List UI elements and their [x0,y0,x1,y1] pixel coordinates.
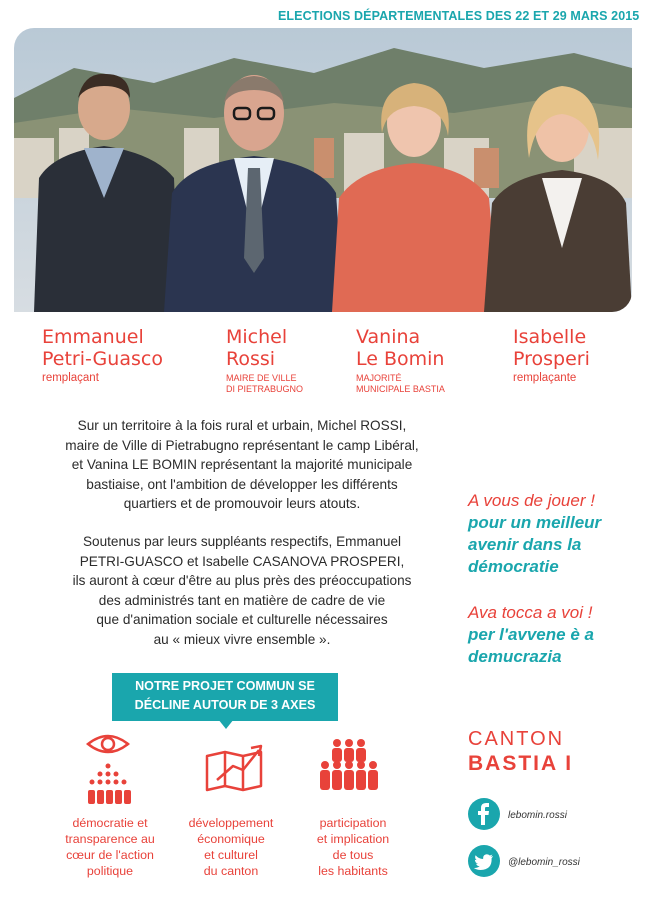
slogan-line: demucrazia [468,647,562,666]
axis-line: démocratie et [72,816,148,830]
candidate-role: remplaçante [513,372,577,384]
slogan-line: pour un meilleur [468,513,602,532]
axis-line: économique [197,832,265,846]
facebook-handle[interactable]: lebomin.rossi [508,810,567,821]
twitter-icon[interactable] [468,845,500,877]
canton-label: CANTON [468,728,565,750]
paragraph-line: que d'animation sociale et culturelle nécessaires [96,612,388,627]
axis-participation-label [298,815,408,879]
candidate-role-line1: MAIRE DE VILLE [226,373,297,383]
axis-line: transparence au [65,832,155,846]
axis-line: cœur de l'action [66,848,154,862]
candidate-name-line1: Michel [226,326,288,348]
axis-line: politique [86,864,134,878]
facebook-icon[interactable] [468,798,500,830]
paragraph-line: au « mieux vivre ensemble ». [153,631,331,647]
paragraph-intro [42,416,442,514]
paragraph-line: ils auront à cœur d'être au plus près des préoccupations [72,573,412,588]
candidate-name-line1: Emmanuel [42,326,144,348]
candidate-role-line2: MUNICIPALE BASTIA [356,384,445,394]
candidate-role-line2: DI PIETRABUGNO [226,384,304,394]
candidate-isabelle [513,326,590,384]
axis-line: du canton [203,864,259,878]
candidate-name-line2: Le Bomin [356,348,445,370]
slogan-heading: Ava tocca a voi ! [468,603,593,622]
people-group-icon [314,735,384,800]
axis-line: et implication [316,832,390,846]
election-title: ELECTIONS DÉPARTEMENTALES DES 22 ET 29 MARS 2015 [278,9,640,23]
twitter-handle[interactable]: @lebomin_rossi [508,857,580,868]
paragraph-line: Sur un territoire à la fois rural et urbain, Michel ROSSI, [77,418,407,433]
candidates-photo-illustration [14,28,632,312]
paragraph-line: des administrés tant en matière de cadre de vie [98,592,386,608]
paragraph-line: PETRI-GUASCO et Isabelle CASANOVA PROSPERI, [79,553,405,569]
paragraph-line: bastiaise, ont l'ambition de développer les différents [86,476,398,492]
axis-line: et culturel [204,848,258,862]
paragraph-line: quartiers et de promouvoir leurs atouts. [123,496,361,511]
candidate-role: remplaçant [42,372,99,384]
slogan-corsican [468,602,648,668]
canton-name: BASTIA I [468,752,574,775]
map-arrow-icon [203,742,267,797]
candidate-name-line1: Vanina [356,326,421,348]
paragraph-line: maire de Ville di Pietrabugno représentant le camp Libéral, [65,437,419,453]
axis-line: les habitants [318,864,388,878]
callout-pointer [218,719,234,729]
callout-line: NOTRE PROJET COMMUN SE [135,679,315,693]
candidate-michel [226,326,303,395]
slogan-french [468,490,648,578]
candidate-name-line2: Rossi [226,348,276,370]
axis-line: participation [319,816,387,830]
paragraph-line: et Vanina LE BOMIN représentant la majorité municipale [71,457,413,472]
axis-development-label [176,815,286,879]
candidate-emmanuel [42,326,163,384]
paragraph-support [42,532,442,649]
candidate-role-line1: MAJORITÉ [356,373,402,383]
slogan-line: per l'avvene è a [468,625,594,644]
slogan-line: avenir dans la [468,535,582,554]
candidate-name-line1: Isabelle [513,326,587,348]
candidate-vanina [356,326,445,395]
paragraph-line: Soutenus par leurs suppléants respectifs, Emmanuel [82,534,402,549]
slogan-line: démocratie [468,557,559,576]
callout-line: DÉCLINE AUTOUR DE 3 AXES [134,698,316,712]
slogan-heading: A vous de jouer ! [468,491,595,510]
axis-democracy-label [52,815,168,879]
axis-line: de tous [332,848,374,862]
candidate-name-line2: Petri-Guasco [42,348,163,370]
project-callout [112,673,338,721]
candidates-photo [14,28,632,312]
axis-line: développement [188,816,274,830]
candidate-name-line2: Prosperi [513,348,590,370]
eye-icon [80,728,136,813]
